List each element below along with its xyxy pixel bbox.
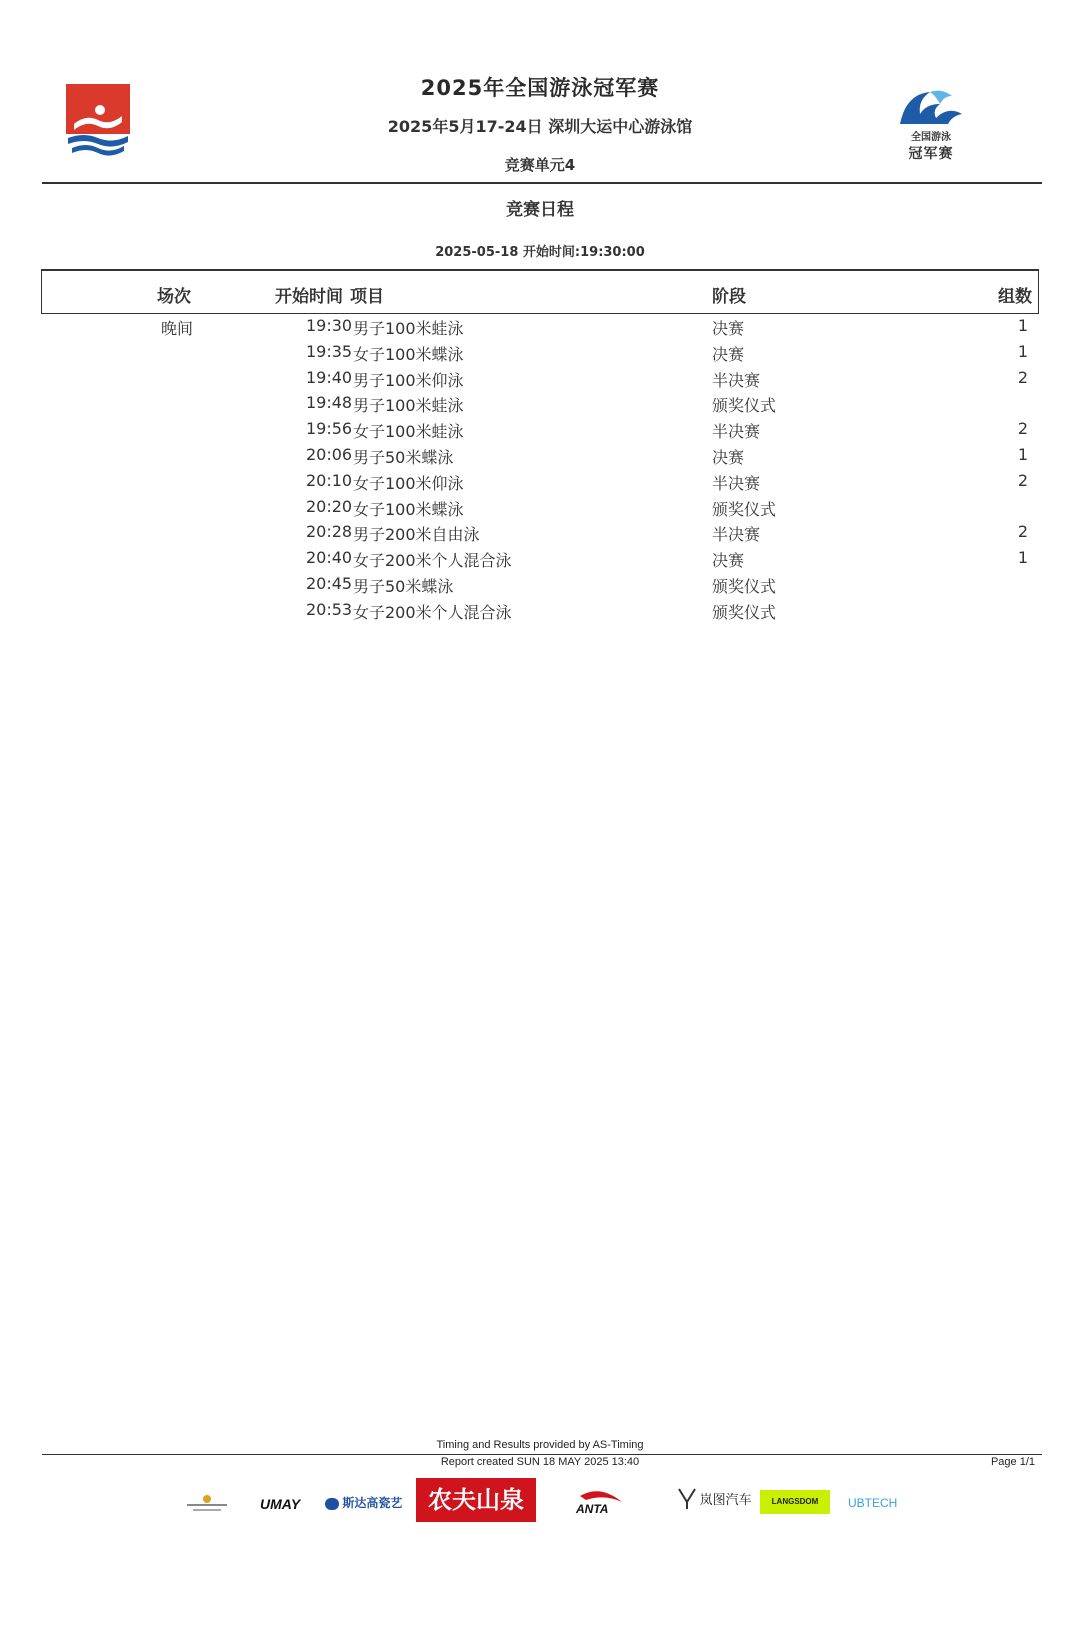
- sponsor-sida-label: 斯达高瓷艺: [342, 1496, 403, 1510]
- row-phase: 半决赛: [712, 525, 761, 544]
- sponsor-logos: [0, 1478, 1080, 1526]
- sponsor-lantu: [678, 1488, 752, 1513]
- row-event: 男子100米蛙泳: [353, 396, 464, 415]
- row-start-time: 20:10: [306, 471, 353, 490]
- sponsor-umay: UMAY: [260, 1496, 301, 1512]
- row-start-time: 20:06: [306, 445, 353, 464]
- lantu-mark-icon: [678, 1488, 696, 1513]
- row-event: 女子100米蛙泳: [353, 422, 464, 441]
- col-start-time: 开始时间: [275, 287, 343, 307]
- row-phase: 颁奖仪式: [712, 396, 777, 415]
- right-logo-line1: 全国游泳: [911, 132, 951, 143]
- row-start-time: 19:35: [306, 342, 353, 361]
- row-heats: 2: [1017, 419, 1028, 438]
- row-start-time: 20:20: [306, 497, 353, 516]
- row-heats: 1: [1017, 445, 1028, 464]
- row-event: 男子50米蝶泳: [353, 577, 454, 596]
- sponsor-ubtech: UBTECH: [848, 1496, 898, 1510]
- row-heats: 2: [1017, 368, 1028, 387]
- row-phase: 颁奖仪式: [712, 577, 777, 596]
- row-start-time: 20:28: [306, 522, 353, 541]
- page-number: Page 1/1: [990, 1456, 1035, 1468]
- sida-mark-icon: [325, 1498, 339, 1510]
- row-phase: 颁奖仪式: [712, 603, 777, 622]
- row-phase: 半决赛: [712, 474, 761, 493]
- event-title: 2025年全国游泳冠军赛: [420, 76, 660, 100]
- sponsor-nongfu: [416, 1478, 536, 1522]
- report-created: Report created SUN 18 MAY 2025 13:40: [440, 1456, 640, 1468]
- sponsor-nongfu-label: 农夫山泉: [428, 1485, 524, 1514]
- row-heats: 2: [1017, 522, 1028, 541]
- row-event: 女子100米蝶泳: [353, 345, 464, 364]
- row-phase: 半决赛: [712, 422, 761, 441]
- header-rule: [42, 182, 1042, 184]
- timing-provider: Timing and Results provided by AS-Timing: [436, 1439, 644, 1451]
- row-event: 女子100米蝶泳: [353, 500, 464, 519]
- row-event: 女子200米个人混合泳: [353, 603, 512, 622]
- row-event: 男子50米蝶泳: [353, 448, 454, 467]
- row-start-time: 19:48: [306, 393, 353, 412]
- row-phase: 决赛: [712, 448, 745, 467]
- row-event: 男子100米蛙泳: [353, 319, 464, 338]
- footer-rule: [42, 1454, 1042, 1455]
- sponsor-anta: [574, 1486, 626, 1521]
- row-start-time: 19:56: [306, 419, 353, 438]
- row-session: 晚间: [161, 319, 194, 338]
- row-phase: 决赛: [712, 345, 745, 364]
- row-event: 男子200米自由泳: [353, 525, 480, 544]
- row-phase: 颁奖仪式: [712, 500, 777, 519]
- sponsor-sida: [325, 1494, 402, 1511]
- row-heats: 1: [1017, 548, 1028, 567]
- dates-venue: 2025年5月17-24日 深圳大运中心游泳馆: [387, 117, 693, 136]
- col-phase: 阶段: [712, 287, 746, 307]
- row-heats: 1: [1017, 342, 1028, 361]
- schedule-title: 竞赛日程: [506, 200, 574, 220]
- row-phase: 决赛: [712, 319, 745, 338]
- row-start-time: 20:53: [306, 600, 353, 619]
- row-phase: 半决赛: [712, 371, 761, 390]
- sponsor-langsdom-label: LANGSDOM: [771, 1497, 819, 1506]
- sponsor-lantu-label: 岚图汽车: [699, 1491, 752, 1507]
- row-phase: 决赛: [712, 551, 745, 570]
- sponsor-emblem-logo: [185, 1492, 229, 1519]
- row-start-time: 19:40: [306, 368, 353, 387]
- row-start-time: 20:45: [306, 574, 353, 593]
- row-event: 女子200米个人混合泳: [353, 551, 512, 570]
- competition-unit: 竞赛单元4: [504, 156, 576, 174]
- date-start-line: 2025-05-18 开始时间:19:30:00: [435, 245, 645, 260]
- row-start-time: 19:30: [306, 316, 353, 335]
- sponsor-langsdom: [760, 1490, 830, 1514]
- row-start-time: 20:40: [306, 548, 353, 567]
- col-event: 项目: [350, 287, 384, 307]
- col-session: 场次: [157, 287, 191, 307]
- row-heats: 1: [1017, 316, 1028, 335]
- right-logo-line2: 冠军赛: [908, 146, 954, 162]
- row-event: 男子100米仰泳: [353, 371, 464, 390]
- row-event: 女子100米仰泳: [353, 474, 464, 493]
- sponsor-anta-label: ANTA: [576, 1502, 609, 1516]
- col-heats: 组数: [998, 287, 1032, 307]
- row-heats: 2: [1017, 471, 1028, 490]
